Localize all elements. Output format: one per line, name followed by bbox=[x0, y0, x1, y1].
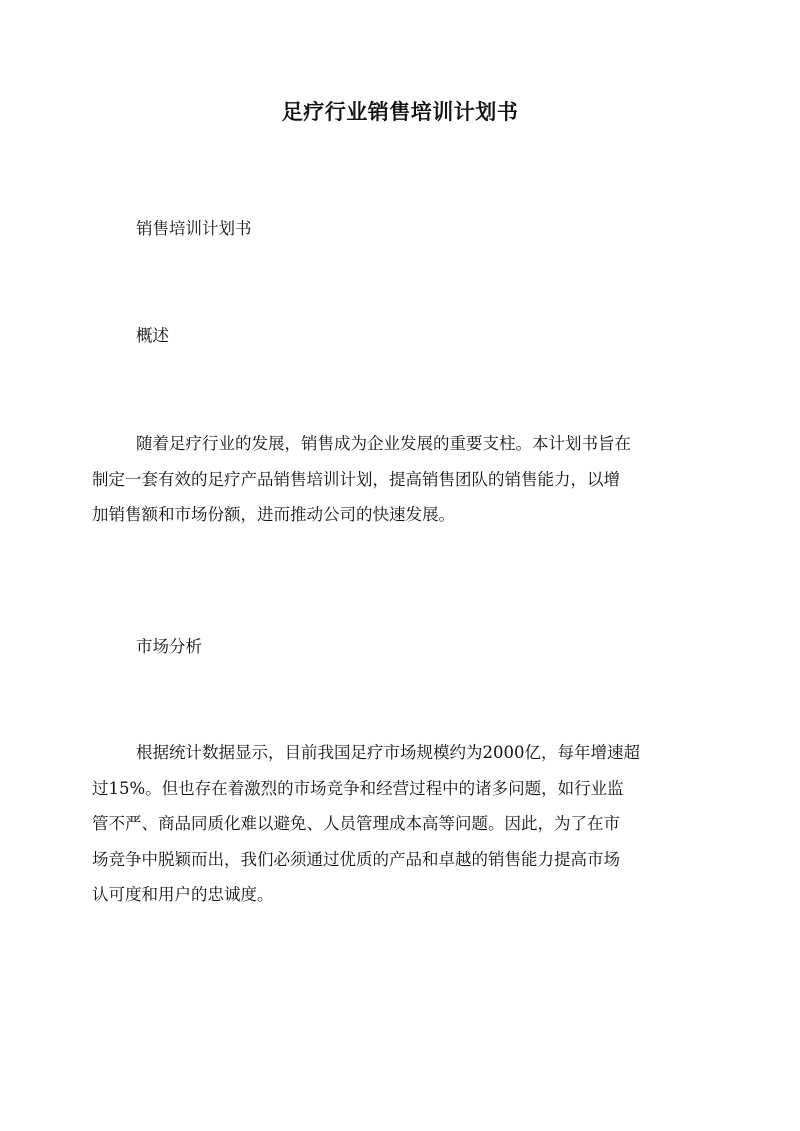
section-heading-market-analysis: 市场分析 bbox=[136, 637, 202, 656]
paragraph-line: 随着足疗行业的发展，销售成为企业发展的重要支柱。本计划书旨在 bbox=[136, 434, 631, 453]
document-subtitle: 销售培训计划书 bbox=[136, 219, 252, 238]
paragraph-line: 过15%。但也存在着激烈的市场竞争和经营过程中的诸多问题，如行业监 bbox=[92, 778, 624, 798]
section-heading-overview: 概述 bbox=[136, 326, 169, 345]
section-paragraph-market-analysis bbox=[92, 735, 708, 913]
paragraph-line: 根据统计数据显示，目前我国足疗市场规模约为2000亿，每年增速超 bbox=[136, 743, 640, 762]
paragraph-line: 管不严、商品同质化难以避免、人员管理成本高等问题。因此，为了在市 bbox=[92, 814, 620, 833]
document-title: 足疗行业销售培训计划书 bbox=[281, 99, 519, 124]
paragraph-line: 认可度和用户的忠诚度。 bbox=[92, 885, 274, 904]
paragraph-line: 场竞争中脱颖而出，我们必须通过优质的产品和卓越的销售能力提高市场 bbox=[92, 849, 620, 869]
section-paragraph-overview bbox=[92, 426, 708, 533]
paragraph-line: 制定一套有效的足疗产品销售培训计划，提高销售团队的销售能力，以增 bbox=[92, 469, 620, 489]
paragraph-line: 加销售额和市场份额，进而推动公司的快速发展。 bbox=[92, 505, 455, 524]
